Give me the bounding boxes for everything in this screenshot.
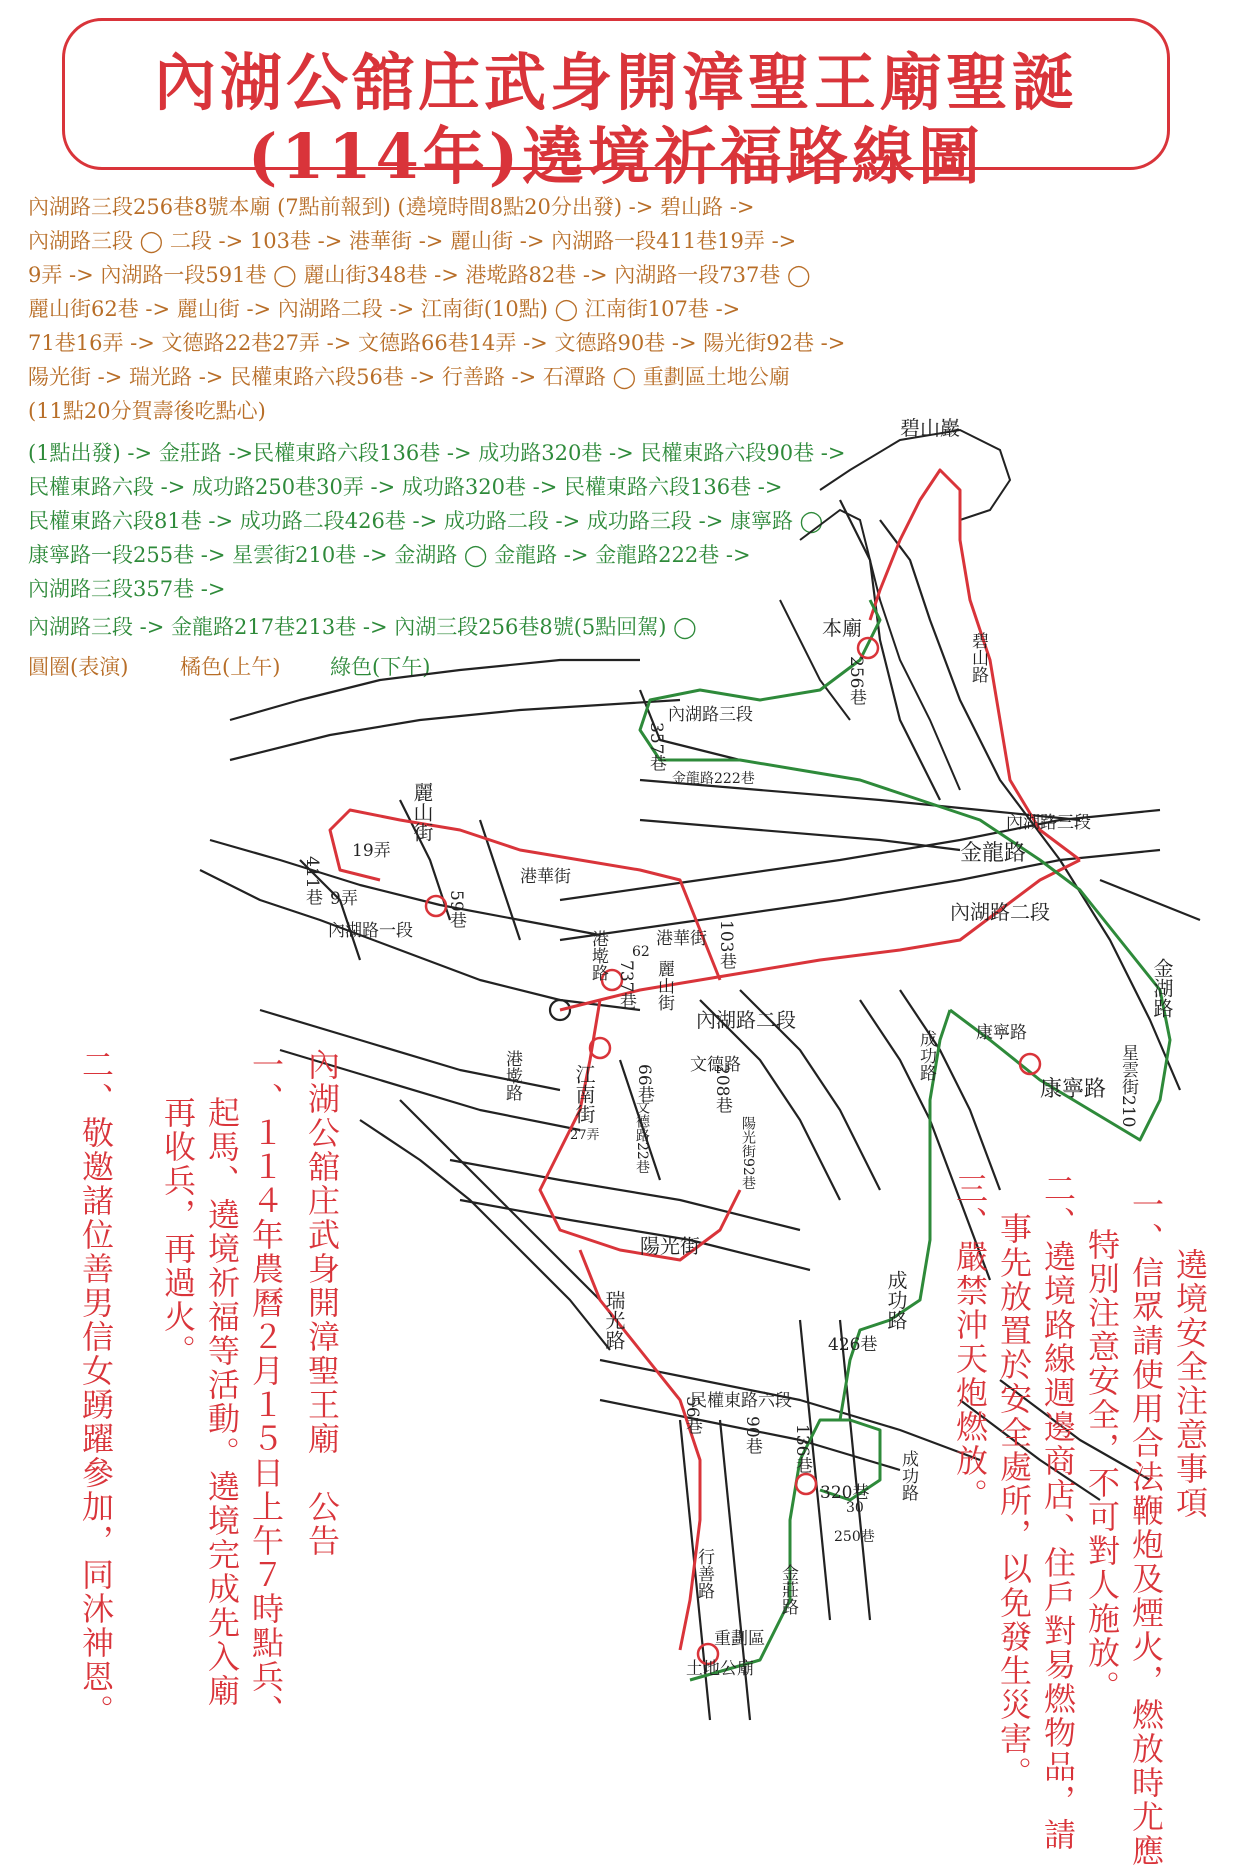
route-pm-line: 康寧路一段255巷 -> 星雲街210巷 -> 金湖路 ◯ 金龍路 -> 金龍路222巷 -> [28, 543, 751, 567]
street-outline [230, 660, 640, 720]
label-yangguang: 陽光街 [640, 1234, 700, 1258]
announcement-item: 起馬、遶境祈福等活動。遶境完成先入廟 [203, 1096, 241, 1708]
label-lane9: 9弄 [330, 889, 358, 909]
label-lishan: 麗山街 [410, 782, 434, 842]
label-lane27: 27弄 [570, 1128, 600, 1143]
safety-item: 二、遶境路線週邊商店、住戶對易燃物品，請 [1039, 1172, 1077, 1852]
label-neihu3-top: 內湖路三段 [668, 705, 753, 725]
label-lane56: 56巷 [682, 1396, 702, 1435]
legend-circle: 圓圈(表演) [28, 655, 129, 679]
route-am-line: 陽光街 -> 瑞光路 -> 民權東路六段56巷 -> 行善路 -> 石潭路 ◯ 重劃區土地公廟 [28, 365, 790, 389]
label-kangning2: 康寧路 [1040, 1077, 1107, 1102]
announcement-header: 內湖公舘庄武身開漳聖王廟 公告 [303, 1048, 341, 1558]
label-lishan2: 麗山街 [654, 960, 674, 1011]
label-wende22: 文德路22巷 [634, 1100, 650, 1174]
performance-circle [796, 1474, 816, 1494]
label-lane737: 737巷 [616, 960, 636, 1010]
street-outline [230, 700, 680, 760]
route-am-line: 9弄 -> 內湖路一段591巷 ◯ 麗山街348巷 -> 港墘路82巷 -> 內湖路一段737巷 ◯ [28, 263, 811, 287]
route-pm-line: 內湖路三段357巷 -> [28, 577, 226, 601]
announcement-item: 一、１１４年農曆２月１５日上午７時點兵、 [247, 1048, 285, 1728]
street-outline [1100, 880, 1200, 920]
label-jinzhuang: 金莊路 [778, 1564, 798, 1615]
label-jinlong: 金龍路 [960, 841, 1027, 866]
legend-orange: 橘色(上午) [180, 655, 281, 679]
street-outline [840, 500, 940, 800]
route-am-line: 71巷16弄 -> 文德路22巷27弄 -> 文德路66巷14弄 -> 文德路90巷 -> 陽光街92巷 -> [28, 331, 846, 355]
label-tudigong: 土地公廟 [686, 1659, 754, 1679]
label-chenggong2: 成功路 [884, 1270, 908, 1330]
label-jinlong222: 金龍路222巷 [672, 771, 755, 787]
title-line-1: 內湖公舘庄武身開漳聖王廟聖誕 [153, 46, 1078, 119]
label-neihu1: 內湖路一段 [328, 921, 413, 941]
safety-item: 事先放置於安全處所，以免發生災害。 [995, 1212, 1033, 1790]
safety-item: 特別注意安全，不可對人施放。 [1083, 1228, 1121, 1704]
route-am-line: 麗山街62巷 -> 麗山街 -> 內湖路二段 -> 江南街(10點) ◯ 江南街107巷 -> [28, 297, 741, 321]
label-lane90: 90巷 [742, 1416, 762, 1455]
title-line-2: (114年)遶境祈福路線圖 [247, 120, 985, 193]
mountain-ridge [820, 430, 1010, 520]
route-am-line: 內湖路三段 ◯ 二段 -> 103巷 -> 港華街 -> 麗山街 -> 內湖路一段411巷19弄 -> [28, 229, 797, 253]
route-pm-line: 民權東路六段 -> 成功路250巷30弄 -> 成功路320巷 -> 民權東路六段136巷 -> [28, 475, 783, 499]
label-lane357: 357巷 [646, 722, 666, 772]
label-lane426: 426巷 [828, 1335, 878, 1355]
label-no62: 62 [632, 944, 650, 960]
announcement-item: 再收兵，再過火。 [159, 1096, 197, 1368]
label-ruiguang: 瑞光路 [602, 1290, 626, 1350]
label-lane411: 411巷 [302, 856, 322, 906]
label-lane208: 208巷 [712, 1064, 732, 1114]
label-gangqian: 港墘路 [588, 930, 608, 981]
label-bishan-rd: 碧山路 [968, 632, 988, 683]
label-temple: 本廟 [822, 616, 862, 640]
route-am-line: (11點20分賀壽後吃點心) [28, 399, 266, 423]
safety-item: 三、嚴禁沖天炮燃放。 [951, 1172, 989, 1512]
label-ganghua2: 港華街 [656, 929, 707, 949]
legend-green: 綠色(下午) [330, 655, 431, 679]
label-yangguang92: 陽光街92巷 [740, 1116, 756, 1190]
label-lane103: 103巷 [716, 920, 736, 970]
label-chenggong3: 成功路 [898, 1450, 918, 1501]
mountain-ridge [800, 510, 960, 790]
label-jinhu: 金湖路 [1150, 958, 1174, 1018]
route-pm-line: (1點出發) -> 金莊路 ->民權東路六段136巷 -> 成功路320巷 -> 民權東路六段90巷 -> [28, 441, 846, 465]
label-ganghua: 港華街 [520, 867, 571, 887]
street-outline [840, 1320, 870, 1620]
route-pm-line: 內湖路三段 -> 金龍路217巷213巷 -> 內湖三段256巷8號(5點回駕) ◯ [28, 615, 697, 639]
label-lane250: 250巷 [834, 1529, 875, 1545]
street-outline [460, 1200, 810, 1270]
label-kangning: 康寧路 [976, 1023, 1027, 1043]
announcement-item: 二、敬邀諸位善男信女踴躍參加，同沐神恩。 [77, 1048, 115, 1728]
route-am-line: 內湖路三段256巷8號本廟 (7點前報到) (遶境時間8點20分出發) -> 碧山路 -> [28, 195, 755, 219]
label-neihu3-right: 內湖路三段 [1006, 813, 1091, 833]
label-wende: 文德路 [690, 1055, 741, 1075]
label-jiangnan: 江南街 [572, 1064, 596, 1124]
street-outline [640, 820, 960, 850]
label-lane320: 320巷 [820, 1483, 870, 1503]
mountain-outline [780, 430, 1010, 790]
label-gangqian2: 港墘路 [502, 1050, 522, 1101]
label-lane136: 136巷 [792, 1424, 812, 1474]
label-xingshan: 行善路 [694, 1548, 714, 1599]
label-lane19: 19弄 [352, 841, 391, 861]
route-pm-line: 民權東路六段81巷 -> 成功路二段426巷 -> 成功路二段 -> 成功路三段 -> 康寧路 ◯ [28, 509, 824, 533]
label-no30: 30 [846, 1500, 864, 1516]
street-outline [200, 870, 640, 1010]
label-lane59: 59巷 [446, 890, 466, 929]
label-chonghua: 重劃區 [714, 1629, 765, 1649]
label-neihu2b: 內湖路二段 [696, 1008, 796, 1032]
safety-item: 一、信眾請使用合法鞭炮及煙火，燃放時尤應 [1127, 1188, 1165, 1868]
safety-header: 遶境安全注意事項 [1171, 1248, 1209, 1520]
label-minquan6: 民權東路六段 [690, 1391, 792, 1411]
label-neihu2: 內湖路二段 [950, 900, 1050, 924]
label-chenggong: 成功路 [916, 1030, 936, 1081]
label-lane66: 66巷 [634, 1064, 654, 1103]
label-bishan-rock: 碧山巖 [900, 416, 960, 440]
label-lane256: 256巷 [846, 656, 866, 706]
label-xingyun210: 星雲街210 [1118, 1044, 1138, 1128]
